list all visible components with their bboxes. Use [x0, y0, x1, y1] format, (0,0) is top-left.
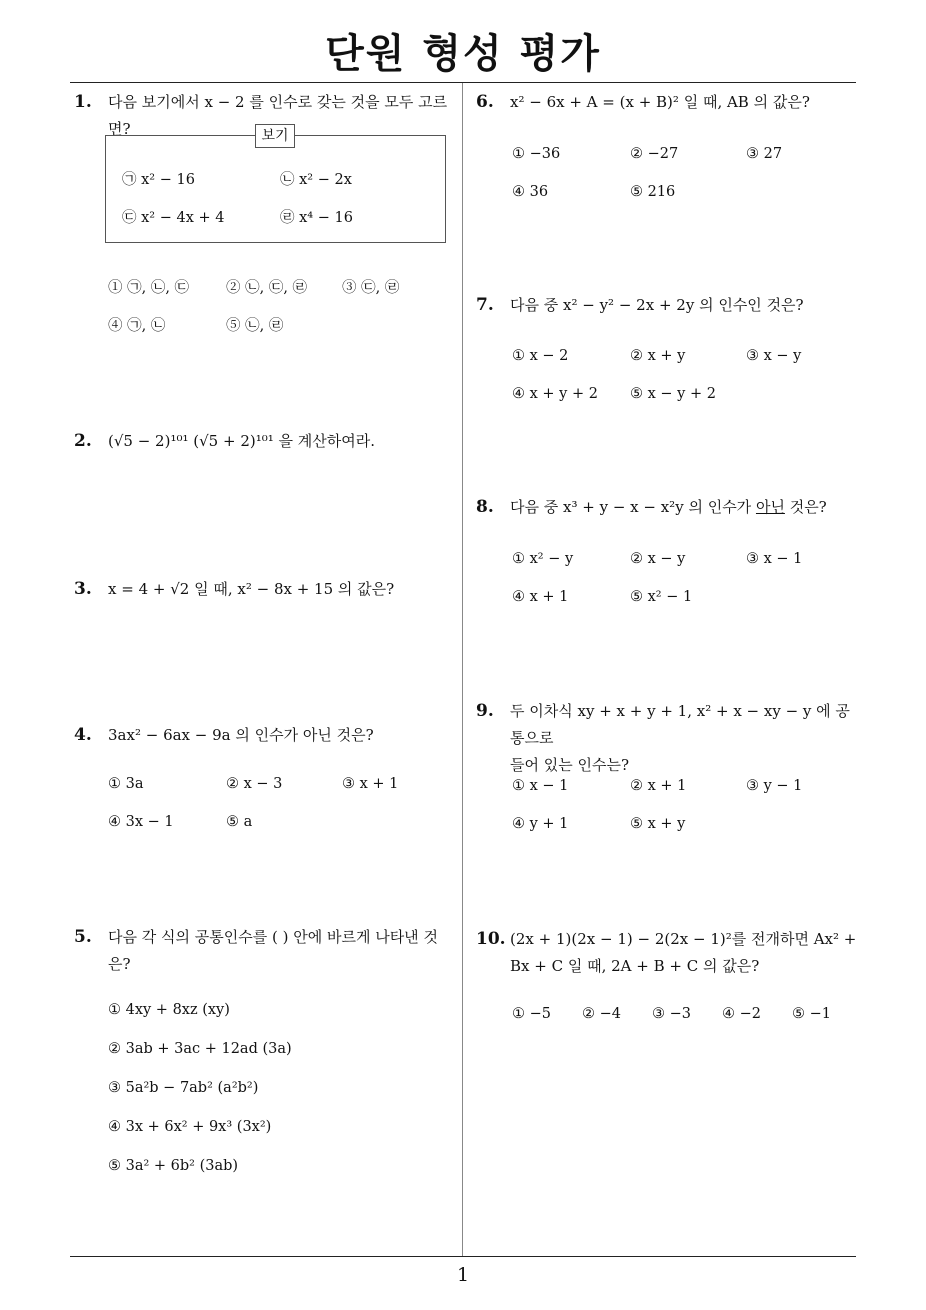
- bottom-rule: [70, 1256, 856, 1257]
- bogi-item: ㉢ x² − 4x + 4: [122, 210, 225, 226]
- problem-number: 9.: [476, 701, 494, 721]
- problem-number: 7.: [476, 295, 494, 315]
- choice[interactable]: ③ ㉢, ㉣: [342, 280, 400, 296]
- choice[interactable]: ② ㉡, ㉢, ㉣: [226, 280, 308, 296]
- problem-number: 6.: [476, 92, 494, 112]
- choices-8: [512, 551, 862, 627]
- page-title: 단원 형성 평가: [325, 31, 601, 77]
- problem-text: 3ax² − 6ax − 9a 의 인수가 아닌 것은?: [108, 726, 374, 744]
- problem-text-line2: Bx + C 일 때, 2A + B + C 의 값은?: [510, 957, 760, 975]
- choice[interactable]: ① −36: [512, 146, 561, 162]
- problem-number: 2.: [74, 431, 92, 451]
- choices-6: [512, 146, 862, 222]
- choice[interactable]: ④ 36: [512, 184, 549, 200]
- bogi-label: 보기: [255, 124, 295, 148]
- choice[interactable]: ① 3a: [108, 776, 144, 792]
- choices-10: [512, 1006, 862, 1044]
- problem-text-part: 다음 중 x³ + y − x − x²y 의 인수가: [510, 498, 756, 516]
- choice[interactable]: ③ x − 1: [746, 551, 803, 567]
- problem-7: [476, 292, 861, 319]
- problem-text: [510, 494, 861, 521]
- choice[interactable]: ③ −3: [652, 1006, 691, 1022]
- problem-number: 3.: [74, 579, 92, 599]
- problem-text: x = 4 + √2 일 때, x² − 8x + 15 의 값은?: [108, 580, 395, 598]
- choice[interactable]: ① 4xy + 8xz (xy): [108, 1002, 230, 1018]
- problem-9: [476, 698, 861, 779]
- choice[interactable]: ④ 3x + 6x² + 9x³ (3x²): [108, 1119, 272, 1135]
- problem-2: [74, 428, 459, 455]
- problem-8: [476, 494, 861, 521]
- problem-10: [476, 926, 861, 980]
- choice[interactable]: ⑤ ㉡, ㉣: [226, 318, 284, 334]
- problem-number: 1.: [74, 92, 92, 112]
- choices-4: [108, 776, 458, 852]
- problem-5: [74, 924, 459, 978]
- choice[interactable]: ④ y + 1: [512, 816, 569, 832]
- choice[interactable]: ② x + 1: [630, 778, 687, 794]
- choices-1: [108, 276, 458, 352]
- problem-6: [476, 89, 861, 116]
- choice[interactable]: ② 3ab + 3ac + 12ad (3a): [108, 1041, 292, 1057]
- column-divider: [462, 83, 463, 1256]
- choice[interactable]: ④ x + 1: [512, 589, 569, 605]
- bogi-item: ㉣ x⁴ − 16: [280, 210, 353, 226]
- choice[interactable]: ⑤ x + y: [630, 816, 686, 832]
- choice[interactable]: ① x − 2: [512, 348, 569, 364]
- problem-text-line2: 들어 있는 인수는?: [510, 756, 630, 774]
- problem-number: 8.: [476, 497, 494, 517]
- problem-number: 5.: [74, 927, 92, 947]
- choice[interactable]: ② x + y: [630, 348, 686, 364]
- choice[interactable]: ③ y − 1: [746, 778, 803, 794]
- problem-text: 다음 보기에서 x − 2 를 인수로 갖는 것을 모두 고르면?: [108, 93, 448, 138]
- choice[interactable]: ⑤ x² − 1: [630, 589, 693, 605]
- choice[interactable]: ④ 3x − 1: [108, 814, 174, 830]
- problem-text-line1: 두 이차식 xy + x + y + 1, x² + x − xy − y 에 공통으로: [510, 702, 850, 747]
- problem-number: 4.: [74, 725, 92, 745]
- choice[interactable]: ③ x + 1: [342, 776, 399, 792]
- choice[interactable]: ⑤ −1: [792, 1006, 831, 1022]
- problem-text-line2: 은?: [108, 955, 131, 973]
- choice[interactable]: ① x − 1: [512, 778, 569, 794]
- choices-7: [512, 348, 862, 424]
- choices-5: [108, 1002, 458, 1197]
- choice[interactable]: ② x − 3: [226, 776, 283, 792]
- choice[interactable]: ① ㉠, ㉡, ㉢: [108, 280, 190, 296]
- problem-number: 10.: [476, 929, 506, 949]
- problem-text: (√5 − 2)¹⁰¹ (√5 + 2)¹⁰¹ 을 계산하여라.: [108, 432, 375, 450]
- choice[interactable]: ③ 27: [746, 146, 783, 162]
- bogi-item: ㉠ x² − 16: [122, 172, 195, 188]
- top-rule: [70, 82, 856, 83]
- choice[interactable]: ① x² − y: [512, 551, 574, 567]
- choice[interactable]: ① −5: [512, 1006, 551, 1022]
- choice[interactable]: ④ ㉠, ㉡: [108, 318, 166, 334]
- problem-text: x² − 6x + A = (x + B)² 일 때, AB 의 값은?: [510, 93, 810, 111]
- problem-3: [74, 576, 459, 603]
- problem-text-line1: 다음 각 식의 공통인수를 ( ) 안에 바르게 나타낸 것: [108, 928, 438, 946]
- choice[interactable]: ④ x + y + 2: [512, 386, 598, 402]
- problem-4: [74, 722, 459, 749]
- problem-text-line1: (2x + 1)(2x − 1) − 2(2x − 1)²를 전개하면 Ax² +: [510, 930, 857, 948]
- underlined-word: 아닌: [755, 498, 785, 516]
- choices-9: [512, 778, 862, 854]
- choice[interactable]: ④ −2: [722, 1006, 761, 1022]
- problem-text: 다음 중 x² − y² − 2x + 2y 의 인수인 것은?: [510, 296, 804, 314]
- choice[interactable]: ⑤ x − y + 2: [630, 386, 716, 402]
- choice[interactable]: ② −27: [630, 146, 679, 162]
- problem-text-part: 것은?: [784, 498, 827, 516]
- page-number: 1: [456, 1264, 470, 1286]
- choice[interactable]: ② x − y: [630, 551, 686, 567]
- bogi-item: ㉡ x² − 2x: [280, 172, 352, 188]
- choice[interactable]: ⑤ 216: [630, 184, 676, 200]
- choice[interactable]: ③ 5a²b − 7ab² (a²b²): [108, 1080, 259, 1096]
- choice[interactable]: ⑤ 3a² + 6b² (3ab): [108, 1158, 239, 1174]
- choice[interactable]: ⑤ a: [226, 814, 253, 830]
- choice[interactable]: ③ x − y: [746, 348, 802, 364]
- choice[interactable]: ② −4: [582, 1006, 621, 1022]
